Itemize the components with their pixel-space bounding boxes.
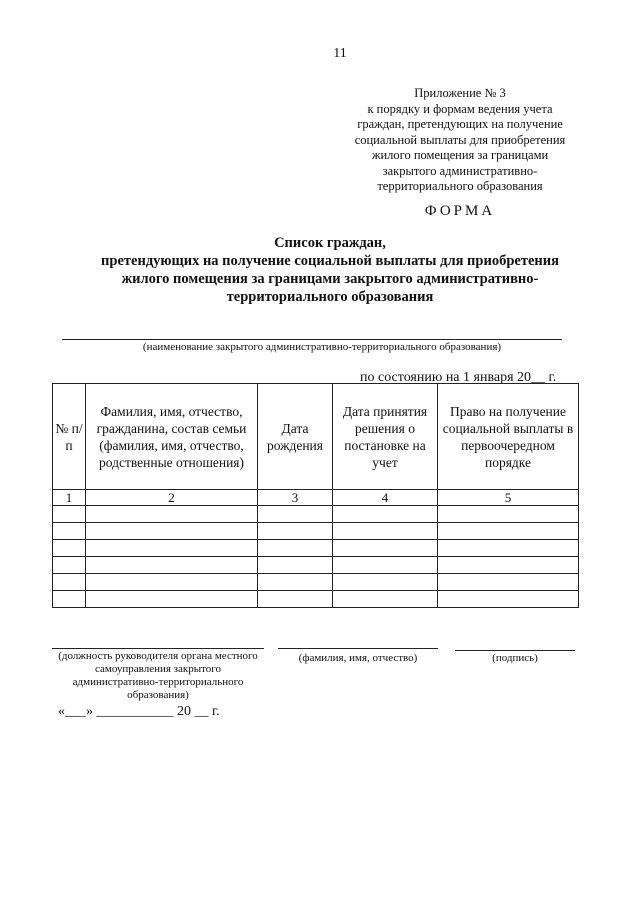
as-of-date: по состоянию на 1 января 20__ г. (360, 370, 557, 385)
table-cell[interactable] (86, 540, 258, 557)
org-name-caption: (наименование закрытого административно-территориального образования) (142, 341, 502, 353)
appendix-note (330, 86, 590, 195)
table-row (53, 591, 579, 608)
appendix-line: социальной выплаты для приобретения (354, 132, 566, 147)
title-line: территориального образования (226, 289, 434, 305)
appendix-line: жилого помещения за границами (371, 148, 549, 162)
table-cell[interactable] (333, 557, 438, 574)
name-signature-line[interactable] (278, 648, 438, 649)
title-line: Список граждан, (274, 235, 386, 251)
table-cell[interactable] (438, 523, 579, 540)
header-registration-date: Дата принятия решения о постановке на учет (333, 384, 438, 490)
column-number: 4 (333, 490, 438, 506)
header-number: № п/п (53, 384, 86, 490)
table-cell[interactable] (258, 540, 333, 557)
header-priority-right: Право на получение социальной выплаты в первоочередном порядке (438, 384, 579, 490)
table-cell[interactable] (258, 523, 333, 540)
table-cell[interactable] (333, 523, 438, 540)
table-cell[interactable] (333, 591, 438, 608)
appendix-line: Приложение № 3 (414, 86, 506, 100)
sign-signature-line[interactable] (455, 650, 575, 651)
table-cell[interactable] (438, 557, 579, 574)
table-cell[interactable] (86, 591, 258, 608)
table-cell[interactable] (333, 506, 438, 523)
table-header-row (53, 384, 579, 490)
table-cell[interactable] (438, 574, 579, 591)
column-number-row (53, 490, 579, 506)
table-cell[interactable] (258, 557, 333, 574)
table-cell[interactable] (438, 540, 579, 557)
column-number: 1 (53, 490, 86, 506)
position-caption: (должность руководителя органа местного самоуправления закрытого административно-территориального образования) (58, 650, 258, 701)
form-label: ФОРМА (424, 203, 496, 219)
document-title (40, 234, 620, 306)
table-cell[interactable] (258, 574, 333, 591)
title-line: претендующих на получение социальной выплаты для приобретения (101, 253, 559, 269)
column-number: 2 (86, 490, 258, 506)
table-row (53, 523, 579, 540)
page-number: 11 (333, 46, 347, 61)
appendix-line: к порядку и формам ведения учета (367, 101, 553, 116)
table-cell[interactable] (53, 591, 86, 608)
signature-date: «___» ___________ 20 __ г. (58, 704, 220, 719)
table-cell[interactable] (86, 506, 258, 523)
header-full-name: Фамилия, имя, отчество, гражданина, состав семьи (фамилия, имя, отчество, родственные отношения) (86, 384, 258, 490)
position-signature-line[interactable] (52, 648, 264, 649)
table-cell[interactable] (86, 557, 258, 574)
name-caption: (фамилия, имя, отчество) (298, 652, 418, 664)
table-cell[interactable] (258, 591, 333, 608)
table-row (53, 506, 579, 523)
table-cell[interactable] (333, 540, 438, 557)
table-cell[interactable] (438, 506, 579, 523)
org-name-line[interactable] (62, 339, 562, 340)
title-line: жилого помещения за границами закрытого административно- (121, 271, 539, 287)
table-cell[interactable] (333, 574, 438, 591)
table-row (53, 557, 579, 574)
table-cell[interactable] (438, 591, 579, 608)
appendix-line: территориального образования (377, 179, 543, 193)
table-cell[interactable] (53, 523, 86, 540)
header-birth-date: Дата рождения (258, 384, 333, 490)
table-cell[interactable] (53, 557, 86, 574)
column-number: 3 (258, 490, 333, 506)
table-row (53, 540, 579, 557)
table-cell[interactable] (86, 574, 258, 591)
table-cell[interactable] (53, 506, 86, 523)
table-cell[interactable] (53, 574, 86, 591)
appendix-line: граждан, претендующих на получение (357, 117, 563, 131)
table-cell[interactable] (53, 540, 86, 557)
table-row (53, 574, 579, 591)
sign-caption: (подпись) (492, 652, 538, 664)
column-number: 5 (438, 490, 579, 506)
citizens-table (52, 383, 579, 608)
appendix-line: закрытого административно- (382, 163, 538, 178)
table-cell[interactable] (258, 506, 333, 523)
table-cell[interactable] (86, 523, 258, 540)
